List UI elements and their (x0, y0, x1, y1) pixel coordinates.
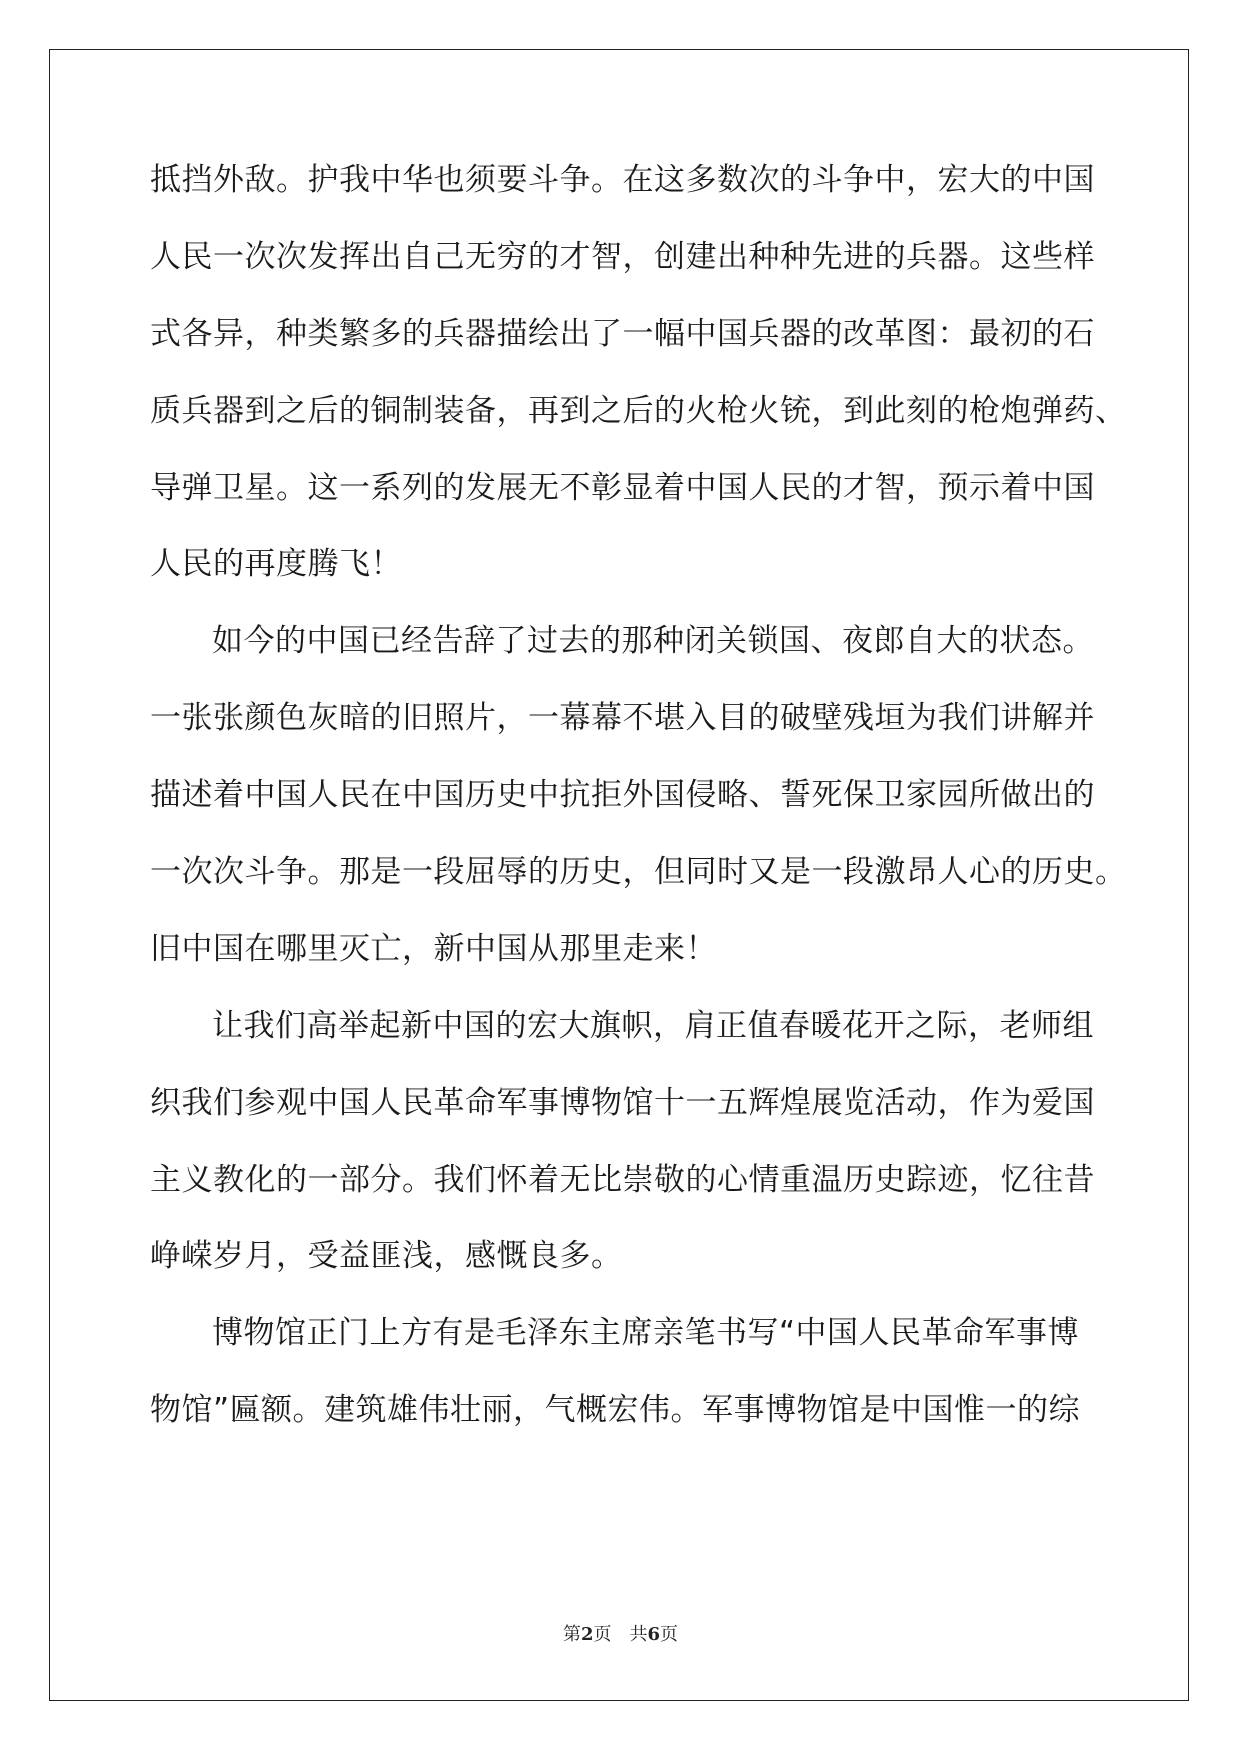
page-prefix: 第 (562, 1624, 581, 1645)
total-suffix: 页 (660, 1624, 679, 1645)
text-line: 旧中国在哪里灭亡，新中国从那里走来！ (150, 930, 717, 967)
text-line: 织我们参观中国人民革命军事博物馆十一五辉煌展览活动，作为爱国 (150, 1084, 1095, 1121)
text-line-paragraph-start: 让我们高举起新中国的宏大旗帜，肩正值春暖花开之际，老师组 (212, 1007, 1094, 1044)
text-line: 一次次斗争。那是一段屈辱的历史，但同时又是一段激昂人心的历史。 (150, 854, 1127, 891)
text-line: 导弹卫星。这一系列的发展无不彰显着中国人民的才智，预示着中国 (150, 469, 1095, 506)
text-line: 质兵器到之后的铜制装备，再到之后的火枪火铳，到此刻的枪炮弹药、 (150, 392, 1127, 429)
total-pages: 6 (647, 1624, 661, 1645)
text-line: 人民一次次发挥出自己无穷的才智，创建出种种先进的兵器。这些样 (150, 238, 1095, 275)
text-line: 描述着中国人民在中国历史中抗拒外国侵略、誓死保卫家园所做出的 (150, 777, 1095, 814)
text-line: 主义教化的一部分。我们怀着无比崇敬的心情重温历史踪迹，忆往昔 (150, 1161, 1095, 1198)
text-line-paragraph-start: 博物馆正门上方有是毛泽东主席亲笔书写“中国人民革命军事博 (212, 1315, 1080, 1352)
text-line: 抵挡外敌。护我中华也须要斗争。在这多数次的斗争中，宏大的中国 (150, 162, 1095, 198)
text-line: 式各异，种类繁多的兵器描绘出了一幅中国兵器的改革图：最初的石 (150, 315, 1095, 352)
page-footer (0, 1620, 1241, 1646)
page-number: 2 (580, 1624, 594, 1645)
total-prefix: 共 (629, 1624, 648, 1645)
text-line: 人民的再度腾飞！ (150, 546, 402, 583)
text-line: 峥嵘岁月，受益匪浅，感慨良多。 (150, 1238, 623, 1275)
text-line: 物馆”匾额。建筑雄伟壮丽，气概宏伟。军事博物馆是中国惟一的综 (150, 1392, 1081, 1429)
text-line: 一张张颜色灰暗的旧照片，一幕幕不堪入目的破壁残垣为我们讲解并 (150, 700, 1095, 737)
document-body (150, 160, 1127, 1467)
page-suffix: 页 (593, 1624, 612, 1645)
text-line-paragraph-start: 如今的中国已经告辞了过去的那种闭关锁国、夜郎自大的状态。 (212, 623, 1094, 660)
